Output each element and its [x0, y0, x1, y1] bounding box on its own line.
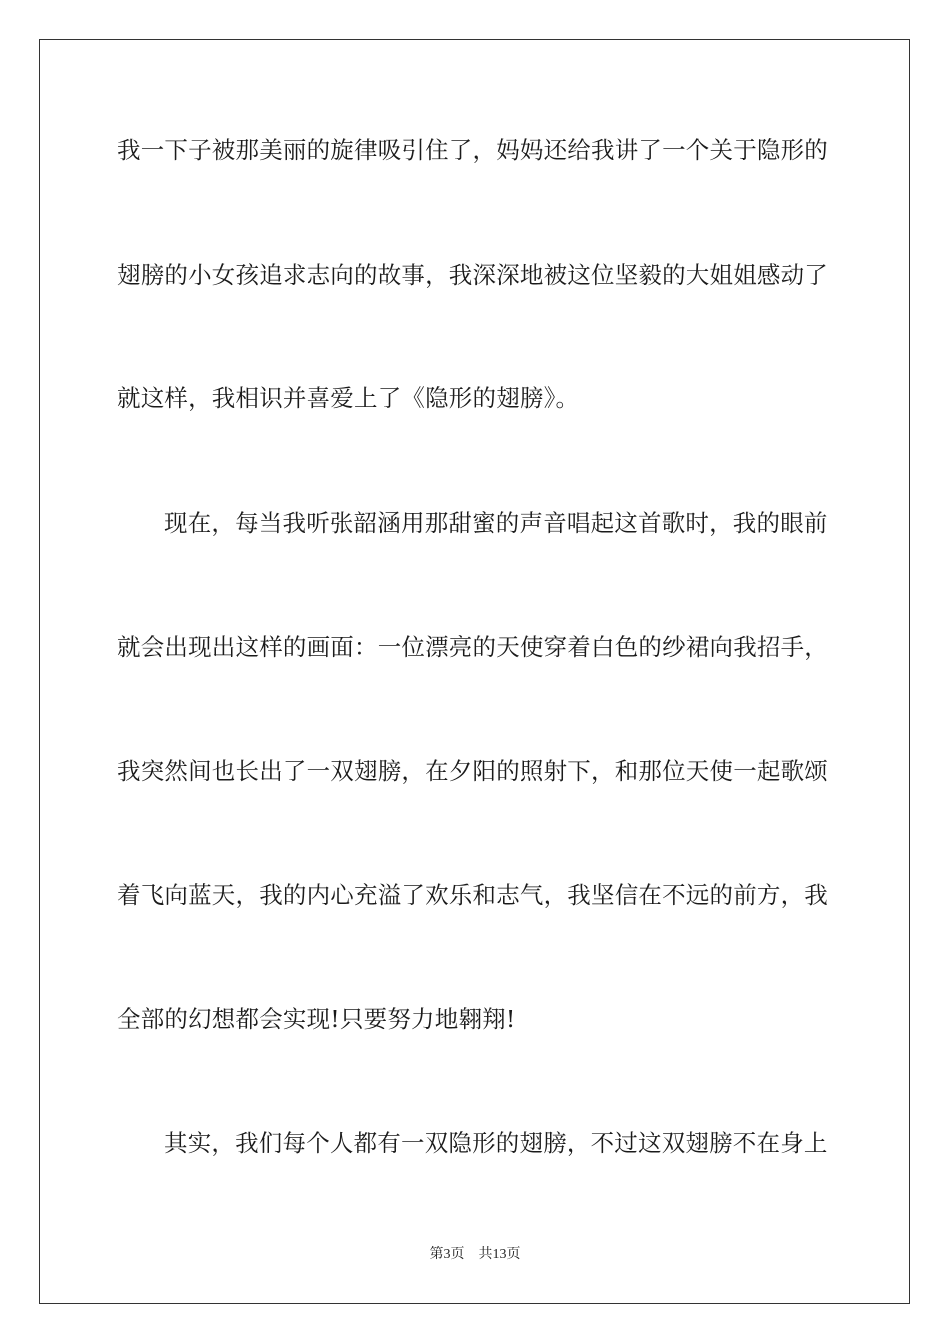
text-line: 我一下子被那美丽的旋律吸引住了，妈妈还给我讲了一个关于隐形的: [117, 136, 828, 164]
text-line: 就这样，我相识并喜爱上了《隐形的翅膀》。: [117, 384, 580, 412]
page-frame: [39, 39, 910, 1304]
text-line: 着飞向蓝天，我的内心充溢了欢乐和志气，我坚信在不远的前方，我: [117, 881, 828, 909]
page-footer: [0, 1245, 950, 1265]
text-line: 就会出现出这样的画面：一位漂亮的天使穿着白色的纱裙向我招手，: [117, 633, 828, 661]
paragraph-start-line: 其实，我们每个人都有一双隐形的翅膀，不过这双翅膀不在身上: [164, 1129, 828, 1157]
page-total: 共13页: [478, 1247, 521, 1262]
paragraph-start-line: 现在，每当我听张韶涵用那甜蜜的声音唱起这首歌时，我的眼前: [164, 509, 828, 537]
text-line: 我突然间也长出了一双翅膀，在夕阳的照射下，和那位天使一起歌颂: [117, 757, 828, 785]
text-line: 全部的幻想都会实现!只要努力地翱翔!: [117, 1005, 516, 1033]
text-line: 翅膀的小女孩追求志向的故事，我深深地被这位坚毅的大姐姐感动了: [117, 261, 828, 289]
page-number: 第3页: [429, 1247, 465, 1262]
